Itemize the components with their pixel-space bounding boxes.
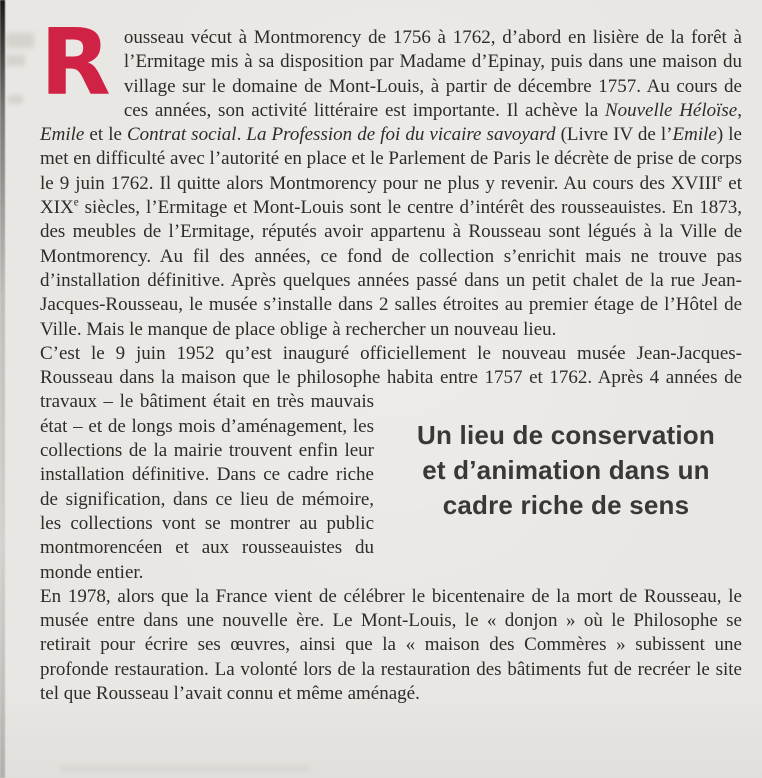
bleed-through-mark [6,33,34,48]
paragraph-museum-text-before-quote: C’est le 9 juin 1952 qu’est inauguré officiellement le nouveau musée Jean-Jacques-Rousseau dans la maison que le philosophe habita entre 1757 et 1762. Après 4 années de travaux – [40,342,742,413]
paragraph-rousseau-history-text: ousseau vécut à Montmorency de 1756 à 1762, d’abord en lisière de la forêt à l’Ermitage mis à sa disposition par Madame d’Epinay, puis dans une maison du village sur le domaine de Mont-Louis, à partir de décembre 1757. Au cours de ces années, son activité littéraire est importante. Il achève la Nouvelle Héloïse, Emile et le Contrat social. La Profession de foi du vicaire savoyard (Livre IV de l’Emile) le met en difficulté avec l’autorité en place et le Parlement de Paris le décrète de prise de corps le 9 juin 1762. Il quitte alors Montmorency pour ne plus y revenir. Au cours des XVIIIe et XIXe siècles, l’Ermitage et Mont-Louis sont le centre d’intérêt des rousseauistes. En 1873, des meubles de l’Ermitage, réputés avoir appartenu à Rousseau sont légués à la Ville de Montmorency. Au fil des années, ce fond de collection s’enrichit mais ne trouve pas d’installation définitive. Après quelques années passé dans un petit chalet de la rue Jean-Jacques-Rousseau, le musée s’installe dans 2 salles étroites au premier étage de l’Hôtel de Ville. Mais le manque de place oblige à rechercher un nouveau lieu. [40,27,742,340]
paragraph-rousseau-history [40,9,742,342]
bleed-through-mark [8,95,23,104]
article-body [40,9,742,706]
paragraph-restoration [40,585,742,706]
paragraph-restoration-text: En 1978, alors que la France vient de célébrer le bicentenaire de la mort de Rousseau, le musée entre dans une nouvelle ère. Le Mont-Louis, le « donjon » où le Philosophe se retirait pour écrire ses œuvres, ainsi que la « maison des Commères » subissent une profonde restauration. La volonté lors de la restauration des bâtiments fut de recréer le site tel que Rousseau l’avait connu et même aménagé. [40,585,742,705]
pull-quote [390,390,742,550]
paragraph-museum-creation [40,342,742,585]
pull-quote-line-3: cadre riche de sens [442,489,690,520]
bleed-through-mark [6,55,25,66]
bleed-through-mark [60,766,310,772]
scan-edge-shadow [0,0,5,778]
drop-cap-letter: R [40,9,111,116]
pull-quote-line-1: Un lieu de conservation [417,419,715,450]
paragraph-museum-text-after-quote: le bâtiment était en très mauvais état – et de longs mois d’aménagement, les collections de la mairie trouvent enfin leur installation définitive. Dans ce cadre riche de signification, dans ce lieu de mémoire, les collections vont se montrer au public montmorencéen et aux rousseauistes du monde entier. [40,391,374,583]
pull-quote-line-2: et d’animation dans un [422,454,710,485]
